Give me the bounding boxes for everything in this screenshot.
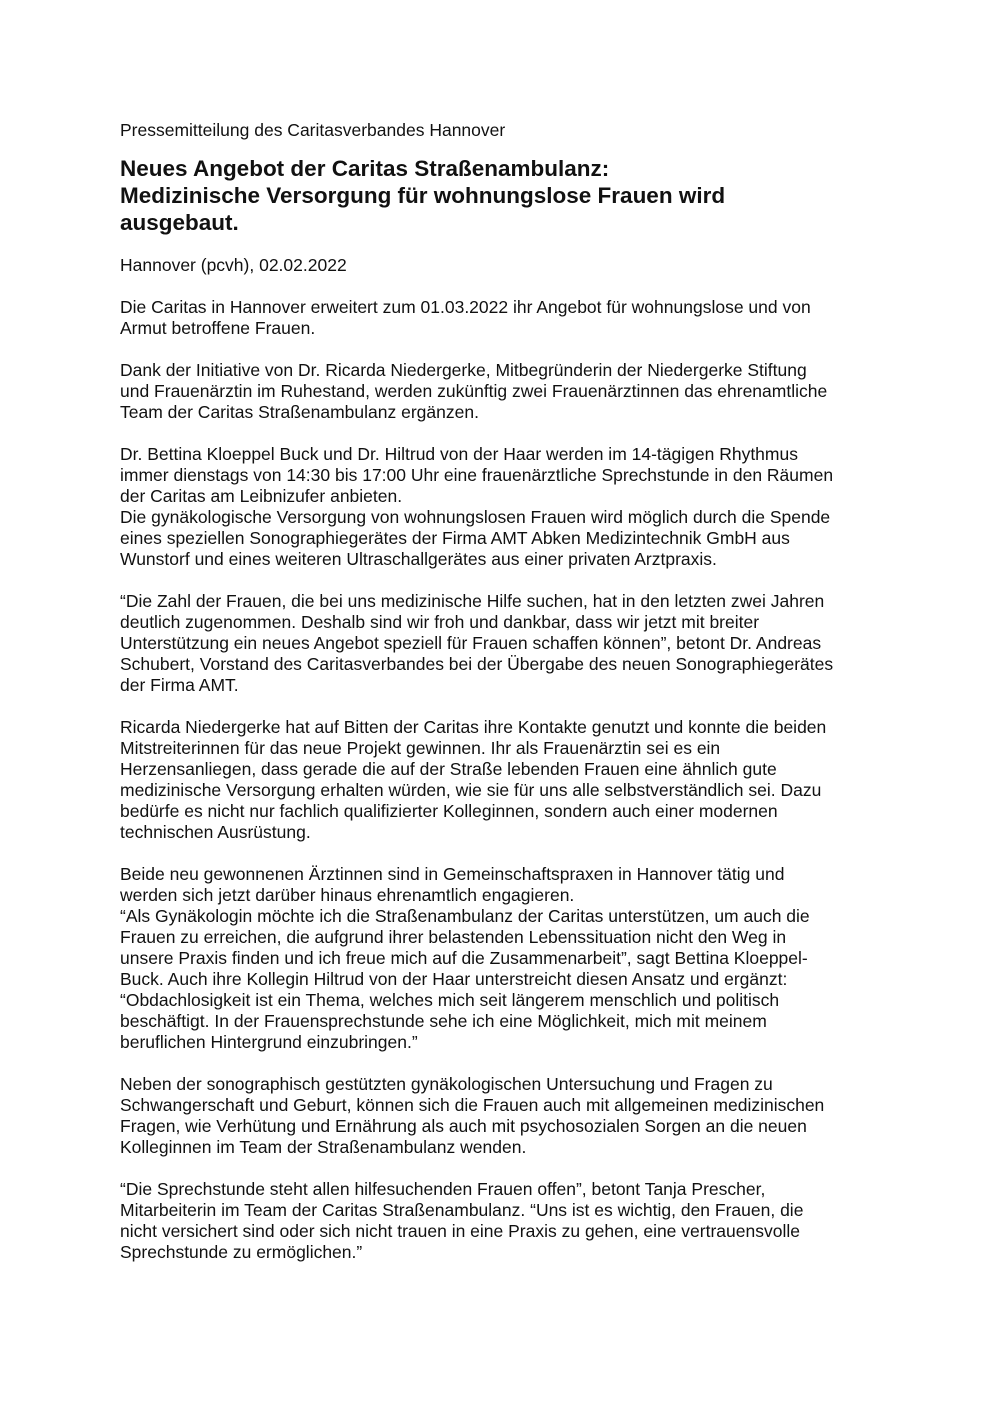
paragraph-line: Dr. Bettina Kloeppel Buck und Dr. Hiltrud von der Haar werden im 14-tägigen Rhythmus <box>120 444 798 464</box>
paragraph-line: eines speziellen Sonographiegerätes der Firma AMT Abken Medizintechnik GmbH aus <box>120 528 790 548</box>
paragraph-line: Herzensanliegen, dass gerade die auf der Straße lebenden Frauen eine ähnlich gute <box>120 759 777 779</box>
paragraph-line: technischen Ausrüstung. <box>120 822 311 842</box>
paragraph-line: Die gynäkologische Versorgung von wohnungslosen Frauen wird möglich durch die Spende <box>120 507 831 527</box>
paragraph-line: nicht versichert sind oder sich nicht trauen in eine Praxis zu gehen, eine vertrauensvolle <box>120 1221 800 1241</box>
paragraph-line: beschäftigt. In der Frauensprechstunde sehe ich eine Möglichkeit, mich mit meinem <box>120 1011 767 1031</box>
paragraph-line: Wunstorf und eines weiteren Ultraschallgerätes aus einer privaten Arztpraxis. <box>120 549 717 569</box>
paragraph-line: Buck. Auch ihre Kollegin Hiltrud von der Haar unterstreicht diesen Ansatz und ergänzt: <box>120 969 788 989</box>
paragraph <box>120 864 880 1053</box>
paragraph-line: Beide neu gewonnenen Ärztinnen sind in Gemeinschaftspraxen in Hannover tätig und <box>120 864 785 884</box>
paragraph-line: Mitarbeiterin im Team der Caritas Straßenambulanz. “Uns ist es wichtig, den Frauen, die <box>120 1200 804 1220</box>
headline-line: Neues Angebot der Caritas Straßenambulanz: <box>120 156 610 181</box>
paragraph <box>120 297 880 339</box>
paragraph-line: und Frauenärztin im Ruhestand, werden zukünftig zwei Frauenärztinnen das ehrenamtliche <box>120 381 828 401</box>
paragraph-line: deutlich zugenommen. Deshalb sind wir froh und dankbar, dass wir jetzt mit breiter <box>120 612 760 632</box>
paragraph-line: Fragen, wie Verhütung und Ernährung als auch mit psychosozialen Sorgen an die neuen <box>120 1116 807 1136</box>
paragraph-line: Ricarda Niedergerke hat auf Bitten der Caritas ihre Kontakte genutzt und konnte die beiden <box>120 717 827 737</box>
paragraph-line: “Die Sprechstunde steht allen hilfesuchenden Frauen offen”, betont Tanja Prescher, <box>120 1179 766 1199</box>
paragraph-line: Schwangerschaft und Geburt, können sich die Frauen auch mit allgemeinen medizinischen <box>120 1095 825 1115</box>
paragraph-line: Frauen zu erreichen, die aufgrund ihrer belastenden Lebenssituation nicht den Weg in <box>120 927 787 947</box>
paragraph-line: Kolleginnen im Team der Straßenambulanz wenden. <box>120 1137 527 1157</box>
paragraph-line: Schubert, Vorstand des Caritasverbandes bei der Übergabe des neuen Sonographiegerätes <box>120 654 834 674</box>
dateline: Hannover (pcvh), 02.02.2022 <box>120 255 347 275</box>
paragraph <box>120 360 880 423</box>
paragraph-line: immer dienstags von 14:30 bis 17:00 Uhr eine frauenärztliche Sprechstunde in den Räumen <box>120 465 834 485</box>
paragraph-line: beruflichen Hintergrund einzubringen.” <box>120 1032 418 1052</box>
paragraph-line: der Caritas am Leibnizufer anbieten. <box>120 486 403 506</box>
paragraph-line: Team der Caritas Straßenambulanz ergänzen. <box>120 402 479 422</box>
paragraph-line: unsere Praxis finden und ich freue mich auf die Zusammenarbeit”, sagt Bettina Kloeppel- <box>120 948 808 968</box>
paragraph-line: Die Caritas in Hannover erweitert zum 01.03.2022 ihr Angebot für wohnungslose und von <box>120 297 811 317</box>
paragraph <box>120 1179 880 1263</box>
paragraph-line: medizinische Versorgung erhalten würden, wie sie für uns alle selbstverständlich sei. Dazu <box>120 780 822 800</box>
paragraph-line: bedürfe es nicht nur fachlich qualifizierter Kolleginnen, sondern auch einer modernen <box>120 801 778 821</box>
paragraph-line: “Obdachlosigkeit ist ein Thema, welches mich seit längerem menschlich und politisch <box>120 990 780 1010</box>
article-body <box>120 297 880 1263</box>
paragraph-line: Sprechstunde zu ermöglichen.” <box>120 1242 363 1262</box>
paragraph-line: Armut betroffene Frauen. <box>120 318 316 338</box>
paragraph <box>120 591 880 696</box>
paragraph <box>120 444 880 570</box>
paragraph-line: “Die Zahl der Frauen, die bei uns medizinische Hilfe suchen, hat in den letzten zwei Jahren <box>120 591 825 611</box>
headline <box>120 155 880 236</box>
headline-line: Medizinische Versorgung für wohnungslose Frauen wird <box>120 183 726 208</box>
press-release-page <box>120 120 880 1284</box>
headline-line: ausgebaut. <box>120 210 239 235</box>
paragraph-line: “Als Gynäkologin möchte ich die Straßenambulanz der Caritas unterstützen, um auch die <box>120 906 810 926</box>
paragraph-line: Mitstreiterinnen für das neue Projekt gewinnen. Ihr als Frauenärztin sei es ein <box>120 738 721 758</box>
paragraph-line: Dank der Initiative von Dr. Ricarda Niedergerke, Mitbegründerin der Niedergerke Stiftung <box>120 360 807 380</box>
kicker-text: Pressemitteilung des Caritasverbandes Hannover <box>120 120 506 140</box>
paragraph <box>120 717 880 843</box>
paragraph <box>120 1074 880 1158</box>
paragraph-line: Neben der sonographisch gestützten gynäkologischen Untersuchung und Fragen zu <box>120 1074 773 1094</box>
paragraph-line: Unterstützung ein neues Angebot speziell für Frauen schaffen können”, betont Dr. Andreas <box>120 633 822 653</box>
paragraph-line: der Firma AMT. <box>120 675 239 695</box>
paragraph-line: werden sich jetzt darüber hinaus ehrenamtlich engagieren. <box>120 885 575 905</box>
